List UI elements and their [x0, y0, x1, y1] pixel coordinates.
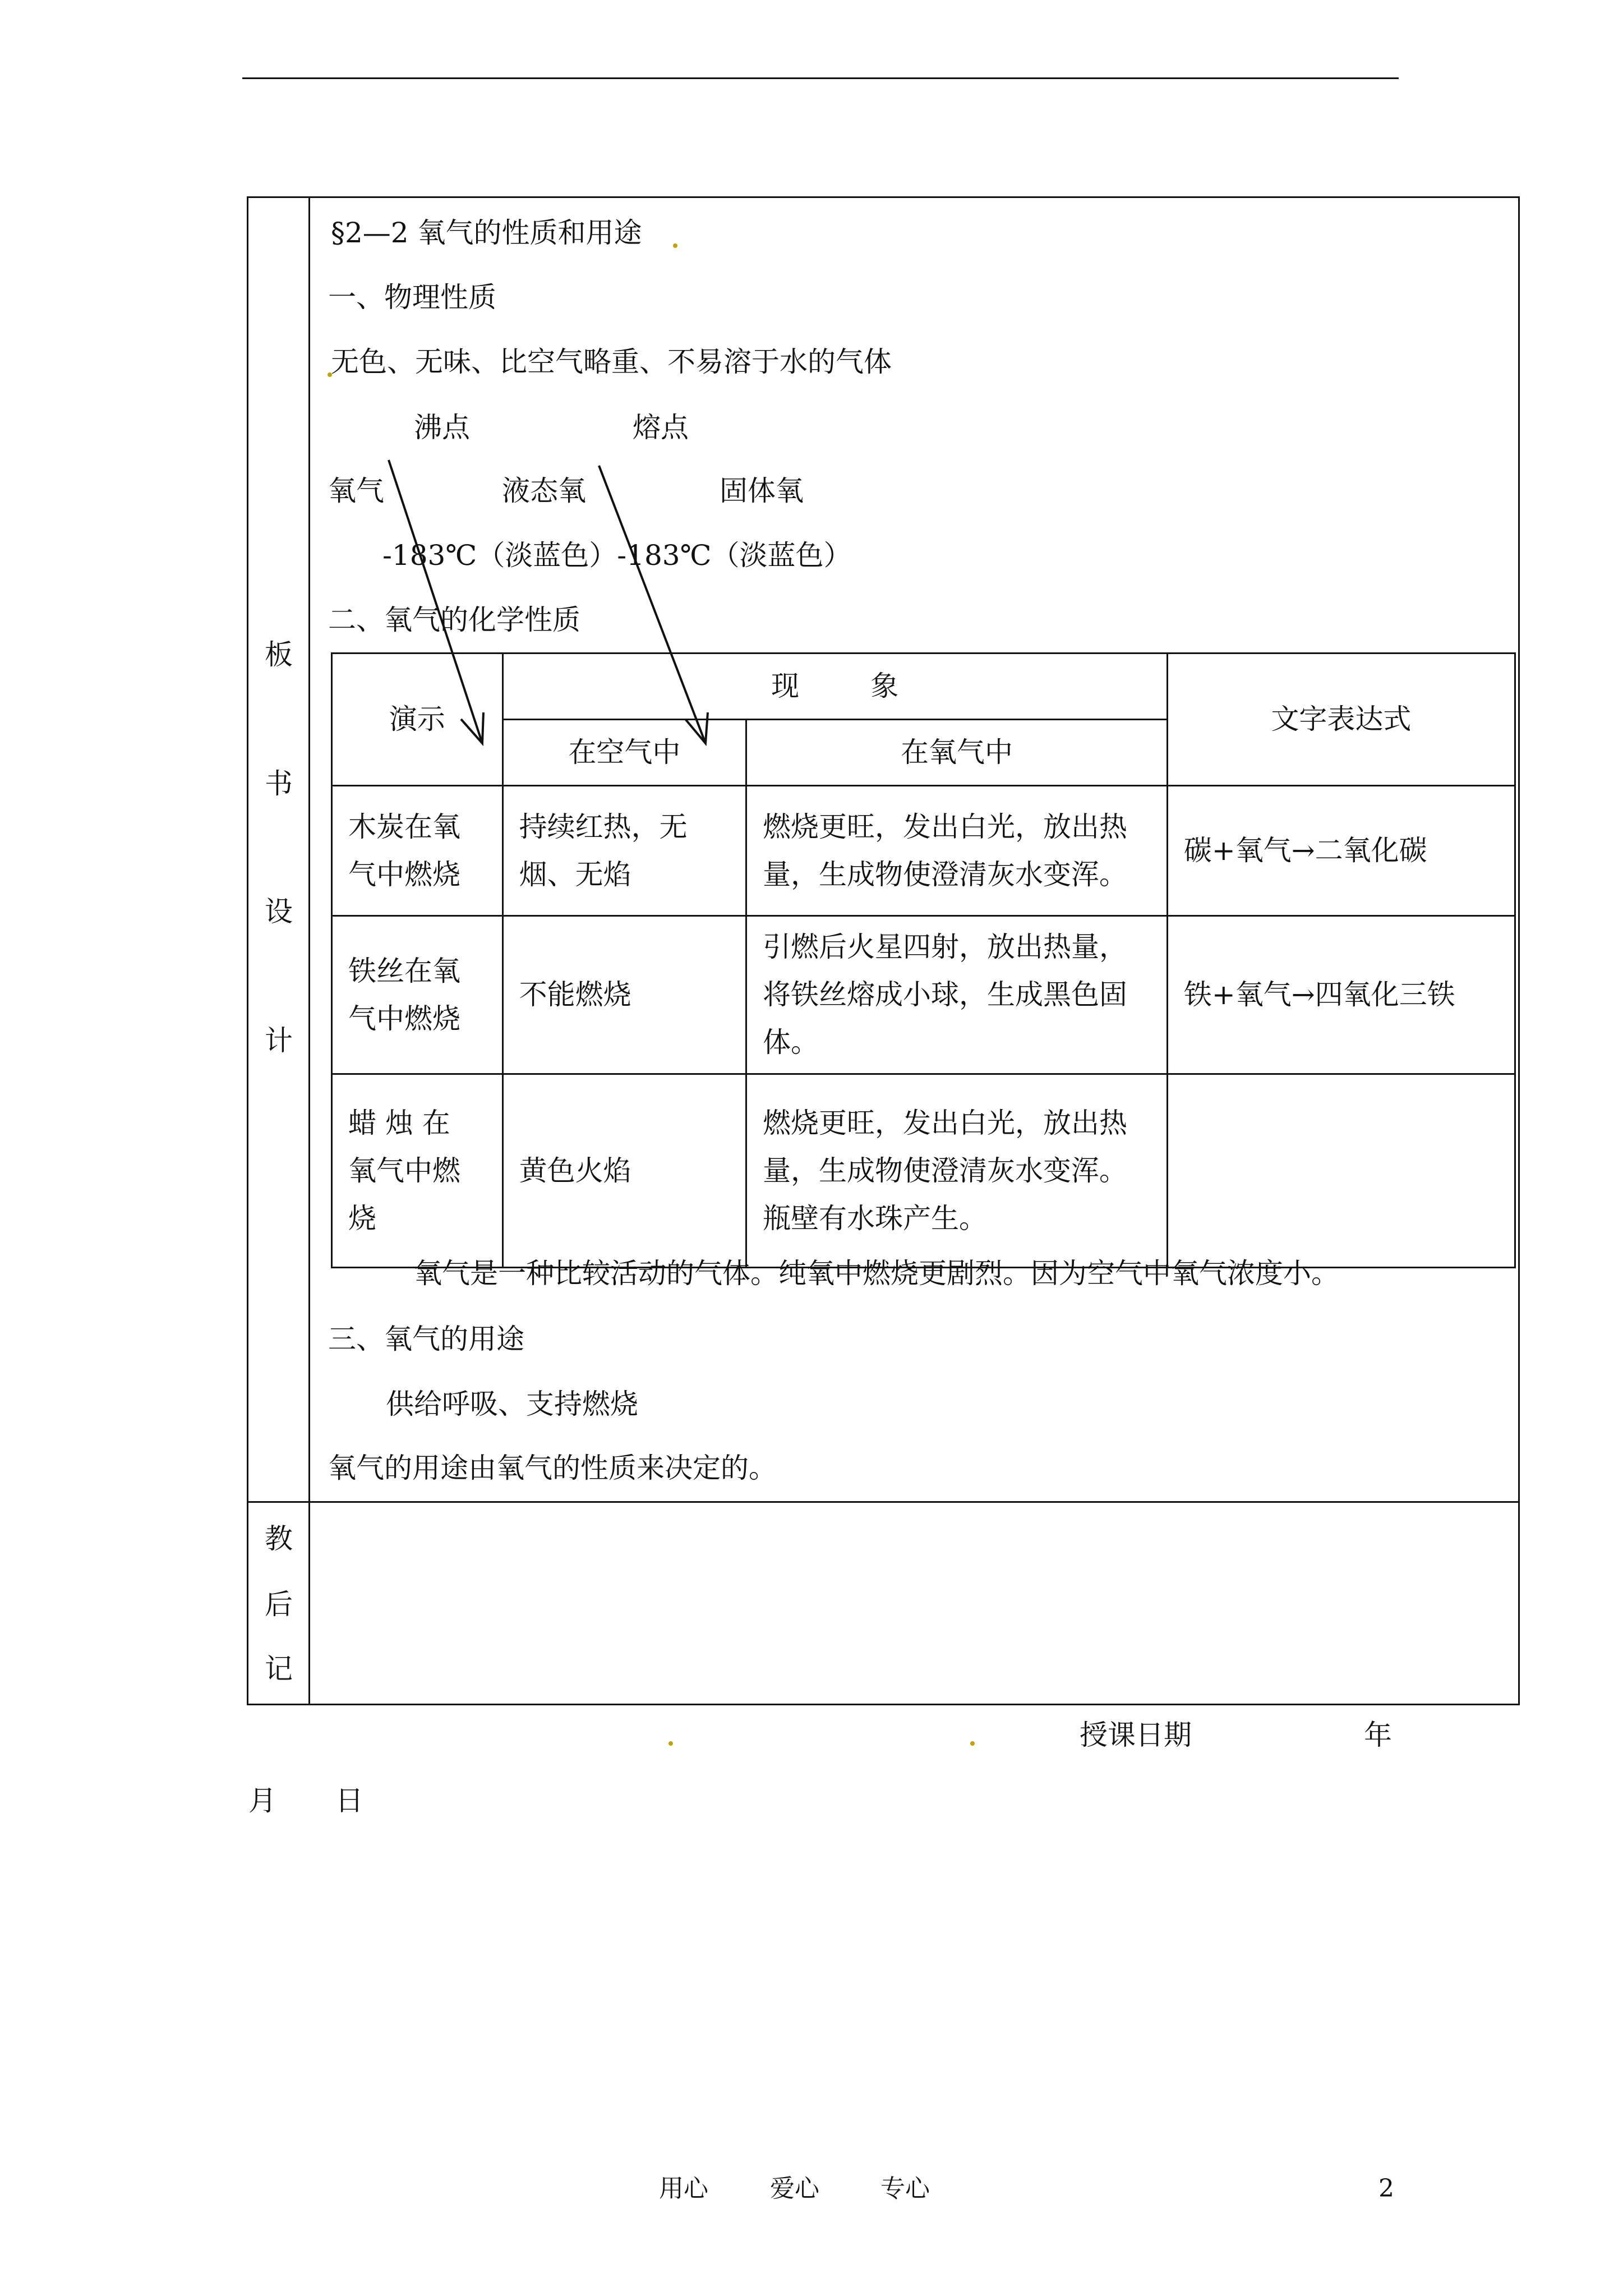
footer-motto: 爱心: [770, 2174, 819, 2203]
side-label-char: 计: [265, 1024, 293, 1057]
boiling-point-label: 沸点: [414, 411, 470, 444]
mark-dot: [970, 1741, 975, 1746]
mark-dot: [668, 1741, 673, 1746]
column-divider: [308, 196, 310, 1705]
lesson-title: §2—2 氧气的性质和用途: [331, 217, 642, 249]
conclusion-text: 氧气是一种比较活动的气体。纯氧中燃烧更剧烈。因为空气中氧气浓度小。: [414, 1257, 1339, 1290]
demo-cell: 木炭在氧气中燃烧: [332, 786, 503, 916]
demo-cell: 蜡 烛 在 氧气中燃烧: [332, 1074, 503, 1268]
year-label: 年: [1364, 1719, 1392, 1751]
day-label: 日: [335, 1784, 363, 1817]
demo-cell: 铁丝在氧气中燃烧: [332, 916, 503, 1074]
expression-cell: 铁+氧气→四氧化三铁: [1167, 916, 1515, 1074]
header-in-oxygen: 在氧气中: [746, 720, 1168, 786]
oxygen-uses: 供给呼吸、支持燃烧: [386, 1388, 638, 1420]
expression-cell: 碳+氧气→二氧化碳: [1167, 786, 1515, 916]
table-row: [332, 916, 1515, 1074]
header-in-air: 在空气中: [502, 720, 746, 786]
oxygen-cell: 燃烧更旺，发出白光，放出热量，生成物使澄清灰水变浑。瓶壁有水珠产生。: [746, 1074, 1168, 1268]
air-cell: 黄色火焰: [502, 1074, 746, 1268]
header-expression: 文字表达式: [1167, 654, 1515, 786]
side-label-char: 设: [265, 895, 293, 928]
side-label-char: 后: [265, 1588, 293, 1621]
air-cell: 不能燃烧: [502, 916, 746, 1074]
temperature-line: -183℃（淡蓝色）-183℃（淡蓝色）: [382, 539, 852, 572]
melting-point-label: 熔点: [633, 411, 689, 444]
section-heading: 二、氧气的化学性质: [328, 604, 580, 636]
date-label: 授课日期: [1080, 1719, 1192, 1751]
physical-properties: 无色、无味、比空气略重、不易溶于水的气体: [331, 346, 892, 378]
chemical-properties-table: [331, 652, 1516, 1268]
oxygen-cell: 燃烧更旺，发出白光，放出热量，生成物使澄清灰水变浑。: [746, 786, 1168, 916]
side-label-char: 板: [265, 638, 293, 671]
state-solid: 固体氧: [720, 475, 804, 507]
uses-note: 氧气的用途由氧气的性质来决定的。: [328, 1452, 777, 1484]
table-row: [332, 786, 1515, 916]
state-gas: 氧气: [328, 475, 384, 507]
mark-dot: [673, 243, 677, 248]
header-phenomenon: 现 象: [502, 654, 1167, 720]
page-number: 2: [1378, 2174, 1394, 2203]
footer-motto: 用心: [659, 2174, 708, 2203]
side-label-char: 记: [265, 1653, 293, 1685]
oxygen-cell: 引燃后火星四射，放出热量，将铁丝熔成小球，生成黑色固体。: [746, 916, 1168, 1074]
row-divider: [247, 1501, 1520, 1503]
section-heading: 一、物理性质: [328, 281, 496, 314]
month-label: 月: [248, 1784, 276, 1817]
expression-cell: [1167, 1074, 1515, 1268]
air-cell: 持续红热，无烟、无焰: [502, 786, 746, 916]
side-label-char: 书: [265, 767, 293, 800]
header-rule: [242, 77, 1399, 79]
state-liquid: 液态氧: [502, 475, 586, 507]
side-label-char: 教: [265, 1522, 293, 1555]
header-demo: 演示: [332, 654, 503, 786]
table-row: [332, 1074, 1515, 1268]
section-heading: 三、氧气的用途: [328, 1323, 524, 1355]
footer-motto: 专心: [880, 2174, 930, 2203]
